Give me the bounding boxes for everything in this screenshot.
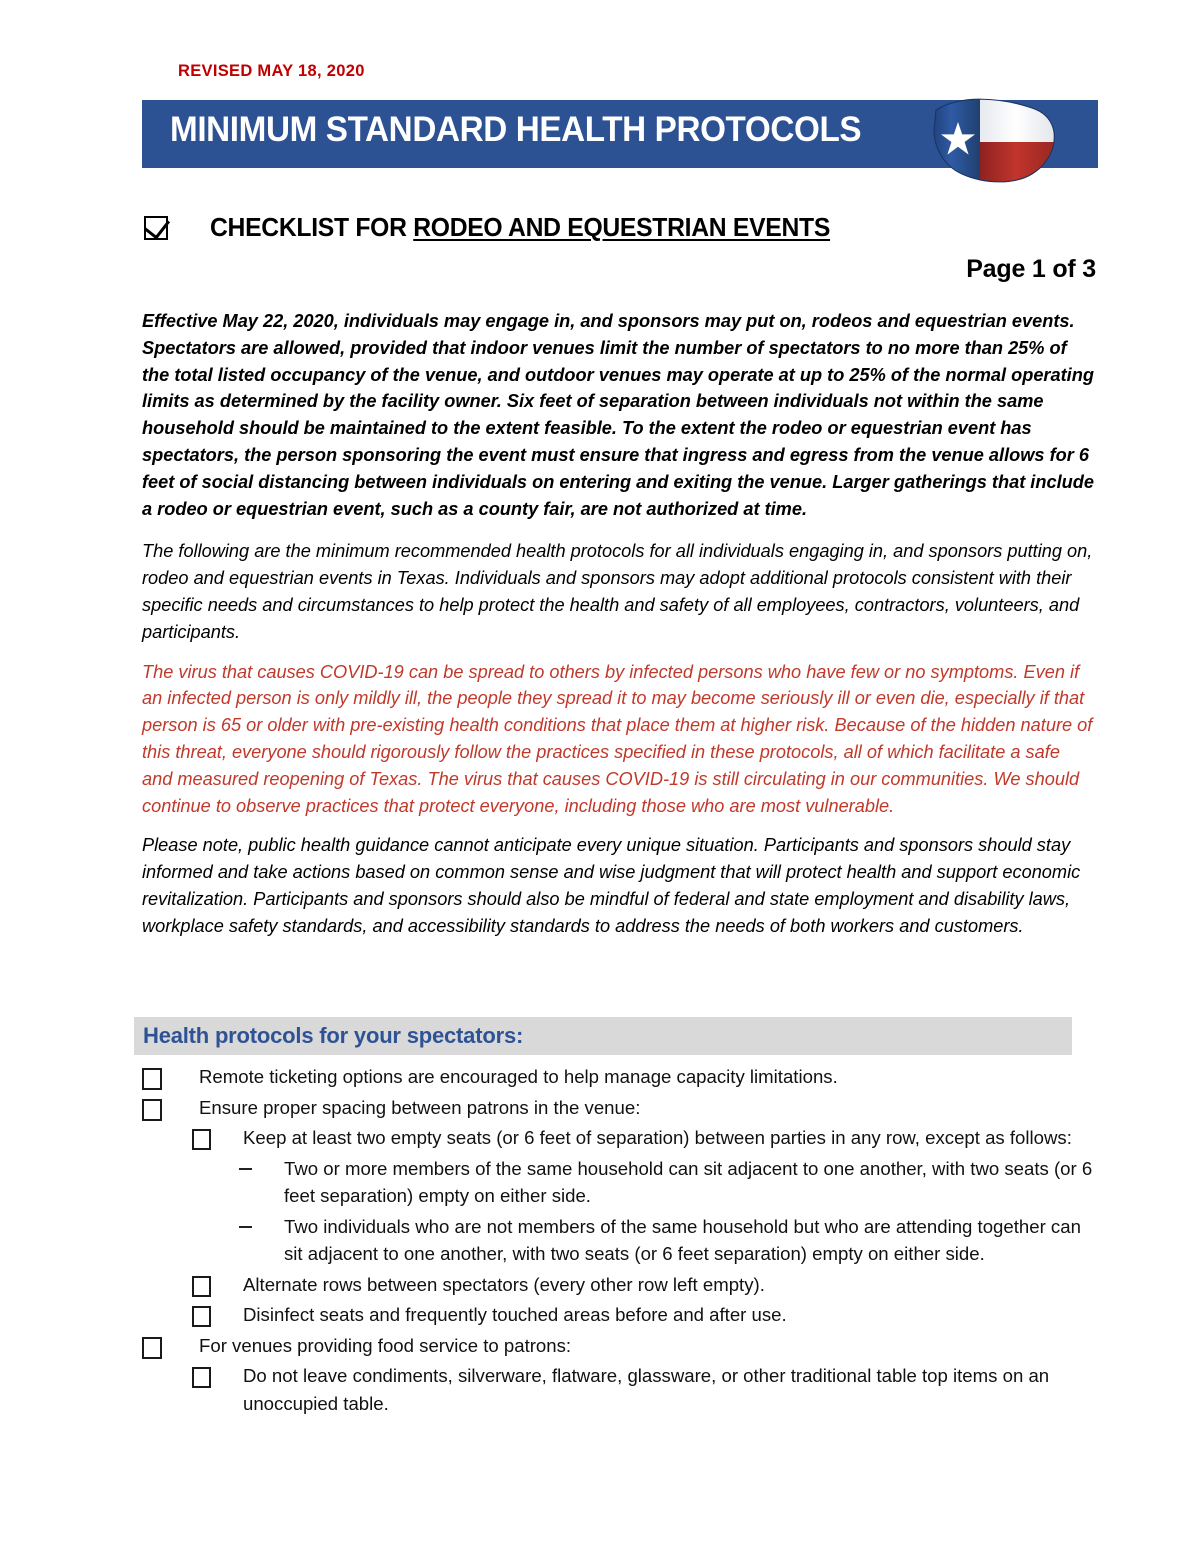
checklist-item-label: Disinfect seats and frequently touched areas before and after use. [243, 1304, 787, 1325]
empty-checkbox-icon[interactable] [192, 1276, 211, 1297]
section-header-label: Health protocols for your spectators: [143, 1023, 524, 1048]
checklist-item[interactable] [134, 1271, 1094, 1299]
checklist-item[interactable] [134, 1094, 1094, 1122]
dash-bullet-icon [239, 1226, 252, 1228]
checklist-items [134, 1063, 1094, 1420]
section-header-spectators [134, 1017, 1072, 1055]
paragraph-effective-date: Effective May 22, 2020, individuals may engage in, and sponsors may put on, rodeos and equestrian events. Spectators are allowed, provided that indoor venues limit the number of spectators to no more than 25% of the total listed occupancy of the venue, and outdoor venues may operate at up to 25% of the normal operating limits as determined by the facility owner. Six feet of separation between individuals not within the same household should be maintained to the extent feasible. To the extent the rodeo or equestrian event has spectators, the person sponsoring the event must ensure that ingress and egress from the venue allows for 6 feet of social distancing between individuals on entering and exiting the venue. Larger gatherings that include a rodeo or equestrian event, such as a county fair, are not authorized at time. [142, 311, 1094, 519]
checklist-item-label: Ensure proper spacing between patrons in the venue: [199, 1096, 641, 1118]
paragraph-virus-warning: The virus that causes COVID-19 can be spread to others by infected persons who have few or no symptoms. Even if an infected person is only mildly ill, the people they spread it to may become seriously ill or even die, especially if that person is 65 or older with pre-existing health conditions that place them at higher risk. Because of the hidden nature of this threat, everyone should rigorously follow the practices specified in these protocols, all of which facilitate a safe and measured reopening of Texas. The virus that causes COVID-19 is still circulating in our communities. We should continue to observe practices that protect everyone, including those who are most vulnerable. [142, 661, 1093, 816]
list-item-label: Two individuals who are not members of the same household but who are attending together can sit adjacent to one another, with two seats (or 6 feet separation) empty on either side. [284, 1215, 1081, 1264]
checklist-title-subject: RODEO AND EQUESTRIAN EVENTS [413, 212, 831, 242]
checklist-item-label: Alternate rows between spectators (every other row left empty). [243, 1273, 765, 1295]
revised-date-label: REVISED MAY 18, 2020 [178, 62, 365, 80]
checklist-item-label: For venues providing food service to patrons: [199, 1334, 572, 1356]
empty-checkbox-icon[interactable] [192, 1367, 211, 1388]
intro-paragraphs [142, 308, 1094, 953]
dash-bullet-icon [239, 1168, 252, 1170]
empty-checkbox-icon[interactable] [192, 1129, 211, 1150]
banner-title: MINIMUM STANDARD HEALTH PROTOCOLS [170, 110, 862, 149]
checked-checkbox-icon [144, 216, 168, 240]
checklist-headline [144, 212, 863, 243]
checklist-title-prefix: CHECKLIST FOR [210, 212, 414, 242]
checklist-item[interactable] [134, 1332, 1094, 1360]
empty-checkbox-icon[interactable] [142, 1337, 162, 1359]
checklist-item[interactable] [134, 1301, 1094, 1329]
checklist-item[interactable] [134, 1362, 1094, 1417]
checklist-item-label: Remote ticketing options are encouraged to help manage capacity limitations. [199, 1066, 838, 1087]
list-item [134, 1213, 1094, 1268]
checklist-item[interactable] [134, 1063, 1094, 1091]
empty-checkbox-icon[interactable] [192, 1306, 211, 1327]
paragraph-please-note: Please note, public health guidance cannot anticipate every unique situation. Participants and sponsors should stay informed and take actions based on common sense and wise judgment that will protect health and support economic revitalization. Participants and sponsors should also be mindful of federal and state employment and disability laws, workplace safety standards, and accessibility standards to address the needs of both workers and customers. [142, 835, 1081, 936]
list-item-label: Two or more members of the same household can sit adjacent to one another, with two seats (or 6 feet separation) empty on either side. [284, 1157, 1093, 1206]
checklist-title [210, 212, 830, 243]
page-number: Page 1 of 3 [966, 255, 1096, 283]
paragraph-minimum-protocols: The following are the minimum recommended health protocols for all individuals engaging in, and sponsors putting on, rodeo and equestrian events in Texas. Individuals and sponsors may adopt additional protocols consistent with their specific needs and circumstances to help protect the health and safety of all employees, contractors, volunteers, and participants. [142, 541, 1093, 642]
list-item [134, 1155, 1094, 1210]
checklist-item-label: Keep at least two empty seats (or 6 feet of separation) between parties in any row, except as follows: [243, 1127, 1072, 1148]
checklist-item-label: Do not leave condiments, silverware, flatware, glassware, or other traditional table top items on an unoccupied table. [243, 1365, 1050, 1414]
checklist-item[interactable] [134, 1124, 1094, 1152]
empty-checkbox-icon[interactable] [142, 1068, 162, 1090]
empty-checkbox-icon[interactable] [142, 1099, 162, 1121]
